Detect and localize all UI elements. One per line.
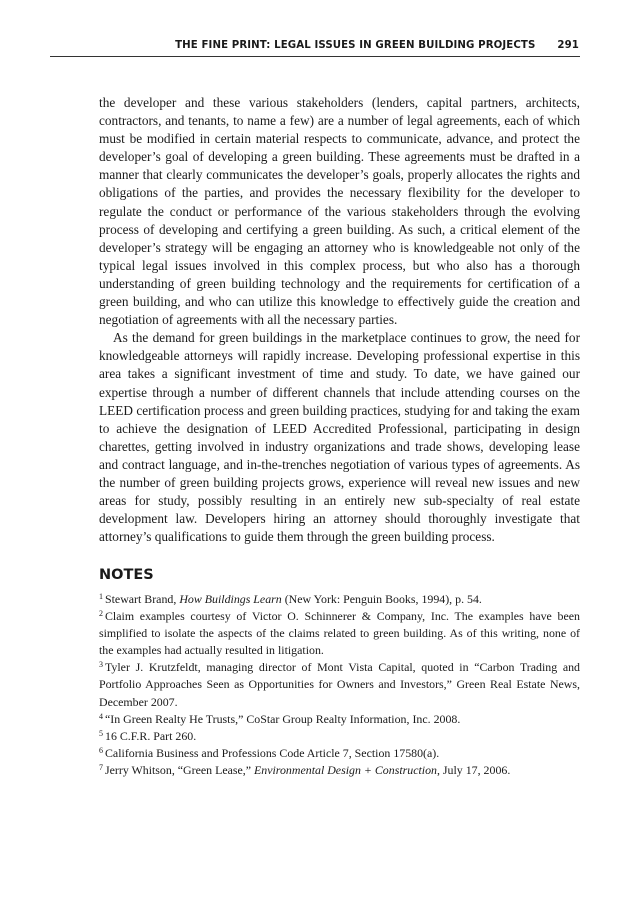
paragraph-2: As the demand for green buildings in the marketplace continues to grow, the need for knowledgeable attorneys will rapidly increase. Developing professional expertise in this area takes a significant investment of time and study. To date, we have gained our expertise through a number of different channels that include attending courses on the LEED certification process and green building practices, studying for and taking the exam to achieve the designation of LEED Accredited Professional, participating in design charettes, getting involved in industry organizations and trade shows, developing lease and contract language, and in-the-trenches negotiation of various types of agreements. As the number of green building projects grows, experience will reveal new issues and new areas for study, possibly resulting in an entirely new sub-specialty of real estate development law. Developers hiring an attorney should thoroughly investigate that attorney’s qualifications to guide them through the green building process. bbox=[99, 330, 580, 545]
note-item bbox=[99, 591, 580, 608]
note-text: Jerry Whitson, “Green Lease,” bbox=[105, 762, 255, 777]
note-number: 4 bbox=[99, 711, 103, 721]
notes-heading: NOTES bbox=[99, 567, 154, 583]
note-number: 2 bbox=[99, 609, 103, 619]
note-number: 5 bbox=[99, 728, 103, 738]
notes-list bbox=[99, 591, 580, 779]
note-number: 3 bbox=[99, 660, 103, 670]
note-item bbox=[99, 745, 580, 762]
note-number: 1 bbox=[99, 592, 103, 601]
note-number: 7 bbox=[99, 762, 103, 772]
body-text bbox=[99, 94, 580, 546]
note-item bbox=[99, 711, 580, 728]
note-text: “In Green Realty He Trusts,” CoStar Group Realty Information, Inc. 2008. bbox=[105, 711, 461, 726]
note-text: 16 C.F.R. Part 260. bbox=[105, 728, 197, 743]
note-text: California Business and Professions Code Article 7, Section 17580(a). bbox=[105, 745, 440, 760]
note-number: 6 bbox=[99, 745, 103, 755]
note-text: Tyler J. Krutzfeldt, managing director of Mont Vista Capital, quoted in “Carbon Trading and Portfolio Approaches Seen as Opportunities for Owners and Investors,” Green Real Estate News, December 2007. bbox=[99, 660, 580, 709]
note-text: Stewart Brand, bbox=[105, 592, 180, 606]
running-head bbox=[50, 40, 579, 51]
note-item bbox=[99, 728, 580, 745]
note-item bbox=[99, 762, 580, 779]
header-rule bbox=[50, 56, 580, 57]
note-text: Claim examples courtesy of Victor O. Schinnerer & Company, Inc. The examples have been simplified to isolate the aspects of the claims related to green building. As of this writing, none of the examples had actually resulted in litigation. bbox=[99, 609, 580, 658]
note-italic-title: How Buildings Learn bbox=[179, 592, 282, 606]
running-title: THE FINE PRINT: LEGAL ISSUES IN GREEN BUILDING PROJECTS bbox=[175, 40, 536, 51]
note-text-tail: , July 17, 2006. bbox=[436, 762, 511, 777]
note-italic-title: Environmental Design + Construction bbox=[254, 762, 437, 777]
note-item bbox=[99, 608, 580, 659]
paragraph-1: the developer and these various stakeholders (lenders, capital partners, architects, contractors, and tenants, to name a few) are a number of legal agreements, each of which must be modified in certain material respects to communicate, advance, and protect the developer’s goal of developing a green building. These agreements must be drafted in a manner that clearly communicates the developer’s goals, properly allocates the rights and obligations of the parties, and provides the necessary flexibility for the developer to regulate the conduct or performance of the various stakeholders through the evolving process of developing and certifying a green building. As such, a critical element of the developer’s strategy will be engaging an attorney who is knowledgeable not only of the typical legal issues involved in this complex process, but who also has a thorough understanding of green building technology and the requirements for certification of a green building, and who can utilize this knowledge to effectively guide the creation and negotiation of agreements with all the necessary parties. bbox=[99, 95, 580, 328]
page-number: 291 bbox=[557, 40, 579, 51]
note-text-tail: (New York: Penguin Books, 1994), p. 54. bbox=[281, 592, 482, 606]
note-item bbox=[99, 659, 580, 710]
